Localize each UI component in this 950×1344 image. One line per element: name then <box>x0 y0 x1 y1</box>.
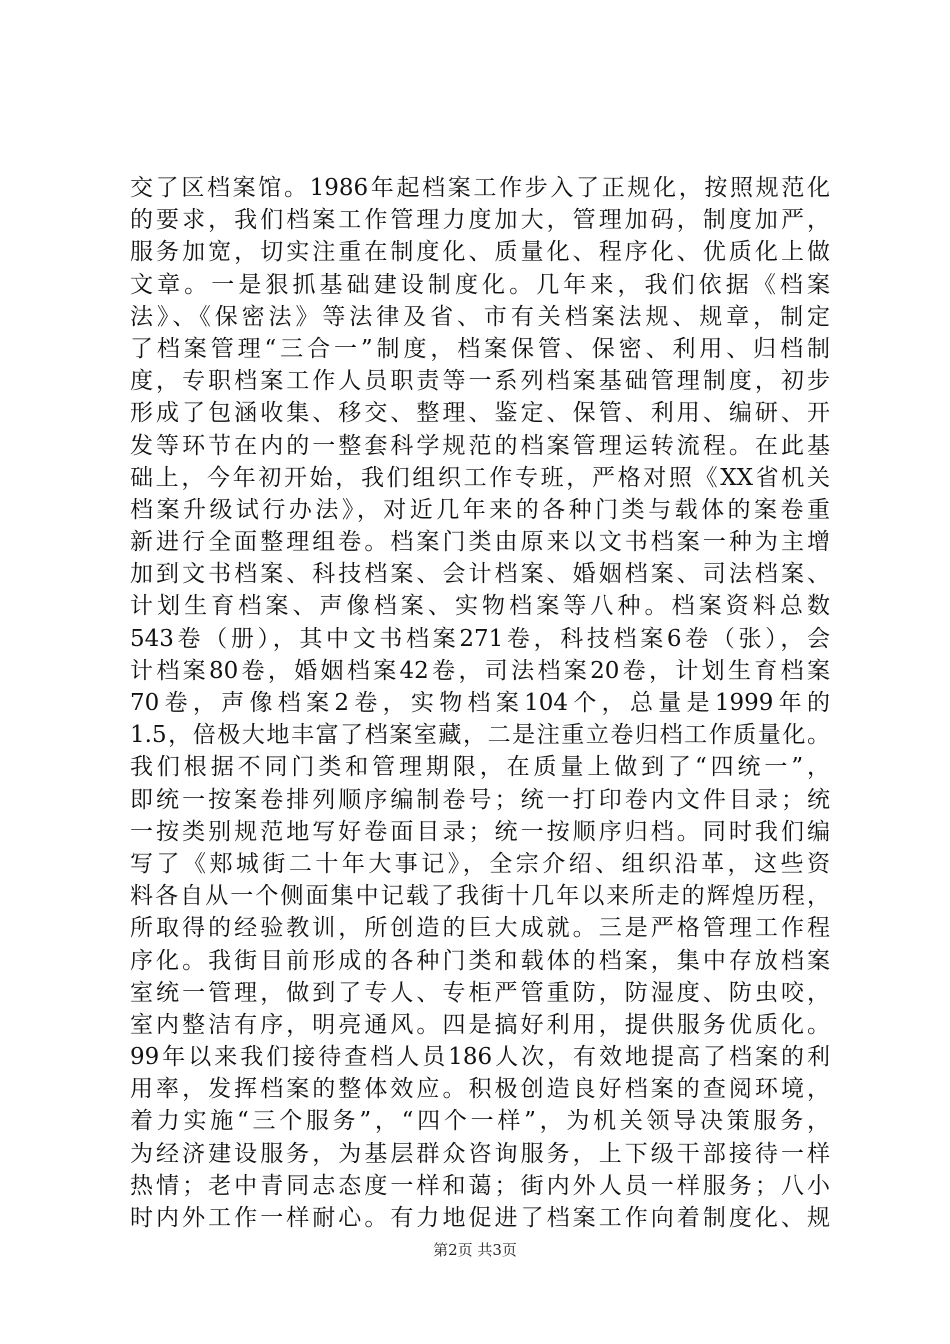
text-line: 形成了包涵收集、移交、整理、鉴定、保管、利用、编研、开 <box>130 400 830 427</box>
text-line: 度，专职档案工作人员职责等一系列档案基础管理制度，初步 <box>130 368 830 395</box>
page-footer: 第2页 共3页 <box>433 1241 517 1259</box>
text-line: 计档案80卷，婚姻档案42卷，司法档案20卷，计划生育档案 <box>130 657 830 684</box>
text-line: 室内整洁有序，明亮通风。四是搞好利用，提供服务优质化。 <box>130 1011 830 1038</box>
text-line: 加到文书档案、科技档案、会计档案、婚姻档案、司法档案、 <box>130 561 830 588</box>
text-line: 70卷，声像档案2卷，实物档案104个，总量是1999年的 <box>130 690 830 716</box>
text-line: 我们根据不同门类和管理期限，在质量上做到了“四统一”， <box>130 754 830 781</box>
text-line: 了档案管理“三合一”制度，档案保管、保密、利用、归档制 <box>130 335 830 362</box>
text-line: 时内外工作一样耐心。有力地促进了档案工作向着制度化、规 <box>130 1205 830 1231</box>
text-line: 新进行全面整理组卷。档案门类由原来以文书档案一种为主增 <box>130 529 830 556</box>
text-line: 1.5，倍极大地丰富了档案室藏，二是注重立卷归档工作质量化。 <box>130 722 830 749</box>
text-line: 即统一按案卷排列顺序编制卷号；统一打印卷内文件目录；统 <box>130 786 830 813</box>
text-line: 服务加宽，切实注重在制度化、质量化、程序化、优质化上做 <box>130 239 830 266</box>
text-line: 的要求，我们档案工作管理力度加大，管理加码，制度加严， <box>130 207 830 234</box>
text-line: 序化。我街目前形成的各种门类和载体的档案，集中存放档案 <box>130 947 830 974</box>
text-line: 为经济建设服务，为基层群众咨询服务，上下级干部接待一样 <box>130 1140 830 1167</box>
text-line: 用率，发挥档案的整体效应。积极创造良好档案的查阅环境， <box>130 1076 830 1103</box>
text-line: 交了区档案馆。1986年起档案工作步入了正规化，按照规范化 <box>130 175 830 201</box>
text-line: 发等环节在内的一整套科学规范的档案管理运转流程。在此基 <box>130 432 830 459</box>
text-line: 99年以来我们接待查档人员186人次，有效地提高了档案的利 <box>130 1044 830 1071</box>
text-line: 室统一管理，做到了专人、专柜严管重防，防湿度、防虫咬， <box>130 979 830 1006</box>
text-line: 热情；老中青同志态度一样和蔼；街内外人员一样服务；八小 <box>130 1172 830 1199</box>
text-line: 础上，今年初开始，我们组织工作专班，严格对照《XX省机关 <box>130 464 830 491</box>
text-line: 写了《郏城街二十年大事记》，全宗介绍、组织沿革，这些资 <box>130 850 830 877</box>
text-line: 档案升级试行办法》，对近几年来的各种门类与载体的案卷重 <box>130 496 830 523</box>
text-line: 所取得的经验教训，所创造的巨大成就。三是严格管理工作程 <box>130 915 830 942</box>
text-line: 料各自从一个侧面集中记载了我街十几年以来所走的辉煌历程， <box>130 883 830 910</box>
body-text <box>130 172 830 1234</box>
text-line: 文章。一是狠抓基础建设制度化。几年来，我们依据《档案 <box>130 271 830 298</box>
text-line: 一按类别规范地写好卷面目录；统一按顺序归档。同时我们编 <box>130 818 830 845</box>
text-line: 计划生育档案、声像档案、实物档案等八种。档案资料总数 <box>130 593 830 620</box>
text-line: 着力实施“三个服务”，“四个一样”，为机关领导决策服务， <box>130 1108 830 1135</box>
text-line: 543卷（册），其中文书档案271卷，科技档案6卷（张），会 <box>130 625 830 652</box>
text-line: 法》、《保密法》等法律及省、市有关档案法规、规章，制定 <box>130 303 830 330</box>
